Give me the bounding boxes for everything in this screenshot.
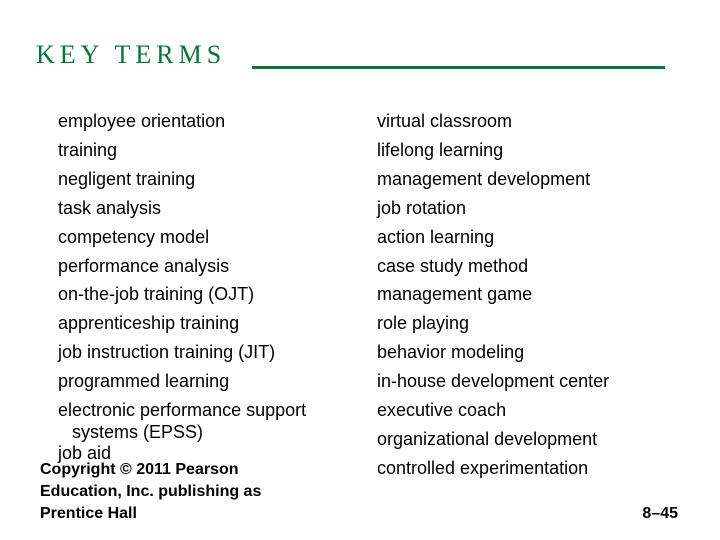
term-item: apprenticeship training bbox=[58, 313, 240, 334]
term-item: job rotation bbox=[377, 197, 467, 218]
term-item: job aid bbox=[58, 442, 112, 463]
term-item: case study method bbox=[377, 255, 529, 276]
term-item: performance analysis bbox=[58, 255, 230, 276]
term-item: job instruction training (JIT) bbox=[58, 342, 276, 363]
term-item: action learning bbox=[377, 226, 495, 247]
term-item: negligent training bbox=[58, 168, 196, 189]
term-item: competency model bbox=[58, 226, 210, 247]
term-item: on-the-job training (OJT) bbox=[58, 284, 255, 305]
term-item: in-house development center bbox=[377, 371, 610, 392]
term-item: lifelong learning bbox=[377, 139, 504, 160]
term-epss-line1: electronic performance support bbox=[58, 400, 307, 421]
slide-title: KEY TERMS bbox=[36, 40, 227, 69]
term-item: training bbox=[58, 139, 118, 160]
page-number: 8–45 bbox=[642, 505, 678, 522]
term-item: management development bbox=[377, 168, 591, 189]
term-item: organizational development bbox=[377, 428, 598, 449]
term-item: role playing bbox=[377, 313, 470, 334]
term-item: controlled experimentation bbox=[377, 457, 589, 478]
title-rule bbox=[252, 66, 665, 69]
right-terms-list bbox=[377, 107, 677, 483]
term-item-epss bbox=[58, 396, 358, 443]
term-item: programmed learning bbox=[58, 371, 230, 392]
term-item: executive coach bbox=[377, 400, 507, 421]
term-item: task analysis bbox=[58, 197, 162, 218]
left-terms-list bbox=[58, 107, 358, 463]
term-item: employee orientation bbox=[58, 111, 226, 131]
term-item: virtual classroom bbox=[377, 111, 513, 131]
term-item: behavior modeling bbox=[377, 342, 525, 363]
copyright-notice: Copyright © 2011 Pearson Education, Inc. publishing as Prentice Hall bbox=[40, 461, 262, 522]
term-item: management game bbox=[377, 284, 533, 305]
term-epss-line2: systems (EPSS) bbox=[72, 421, 204, 442]
